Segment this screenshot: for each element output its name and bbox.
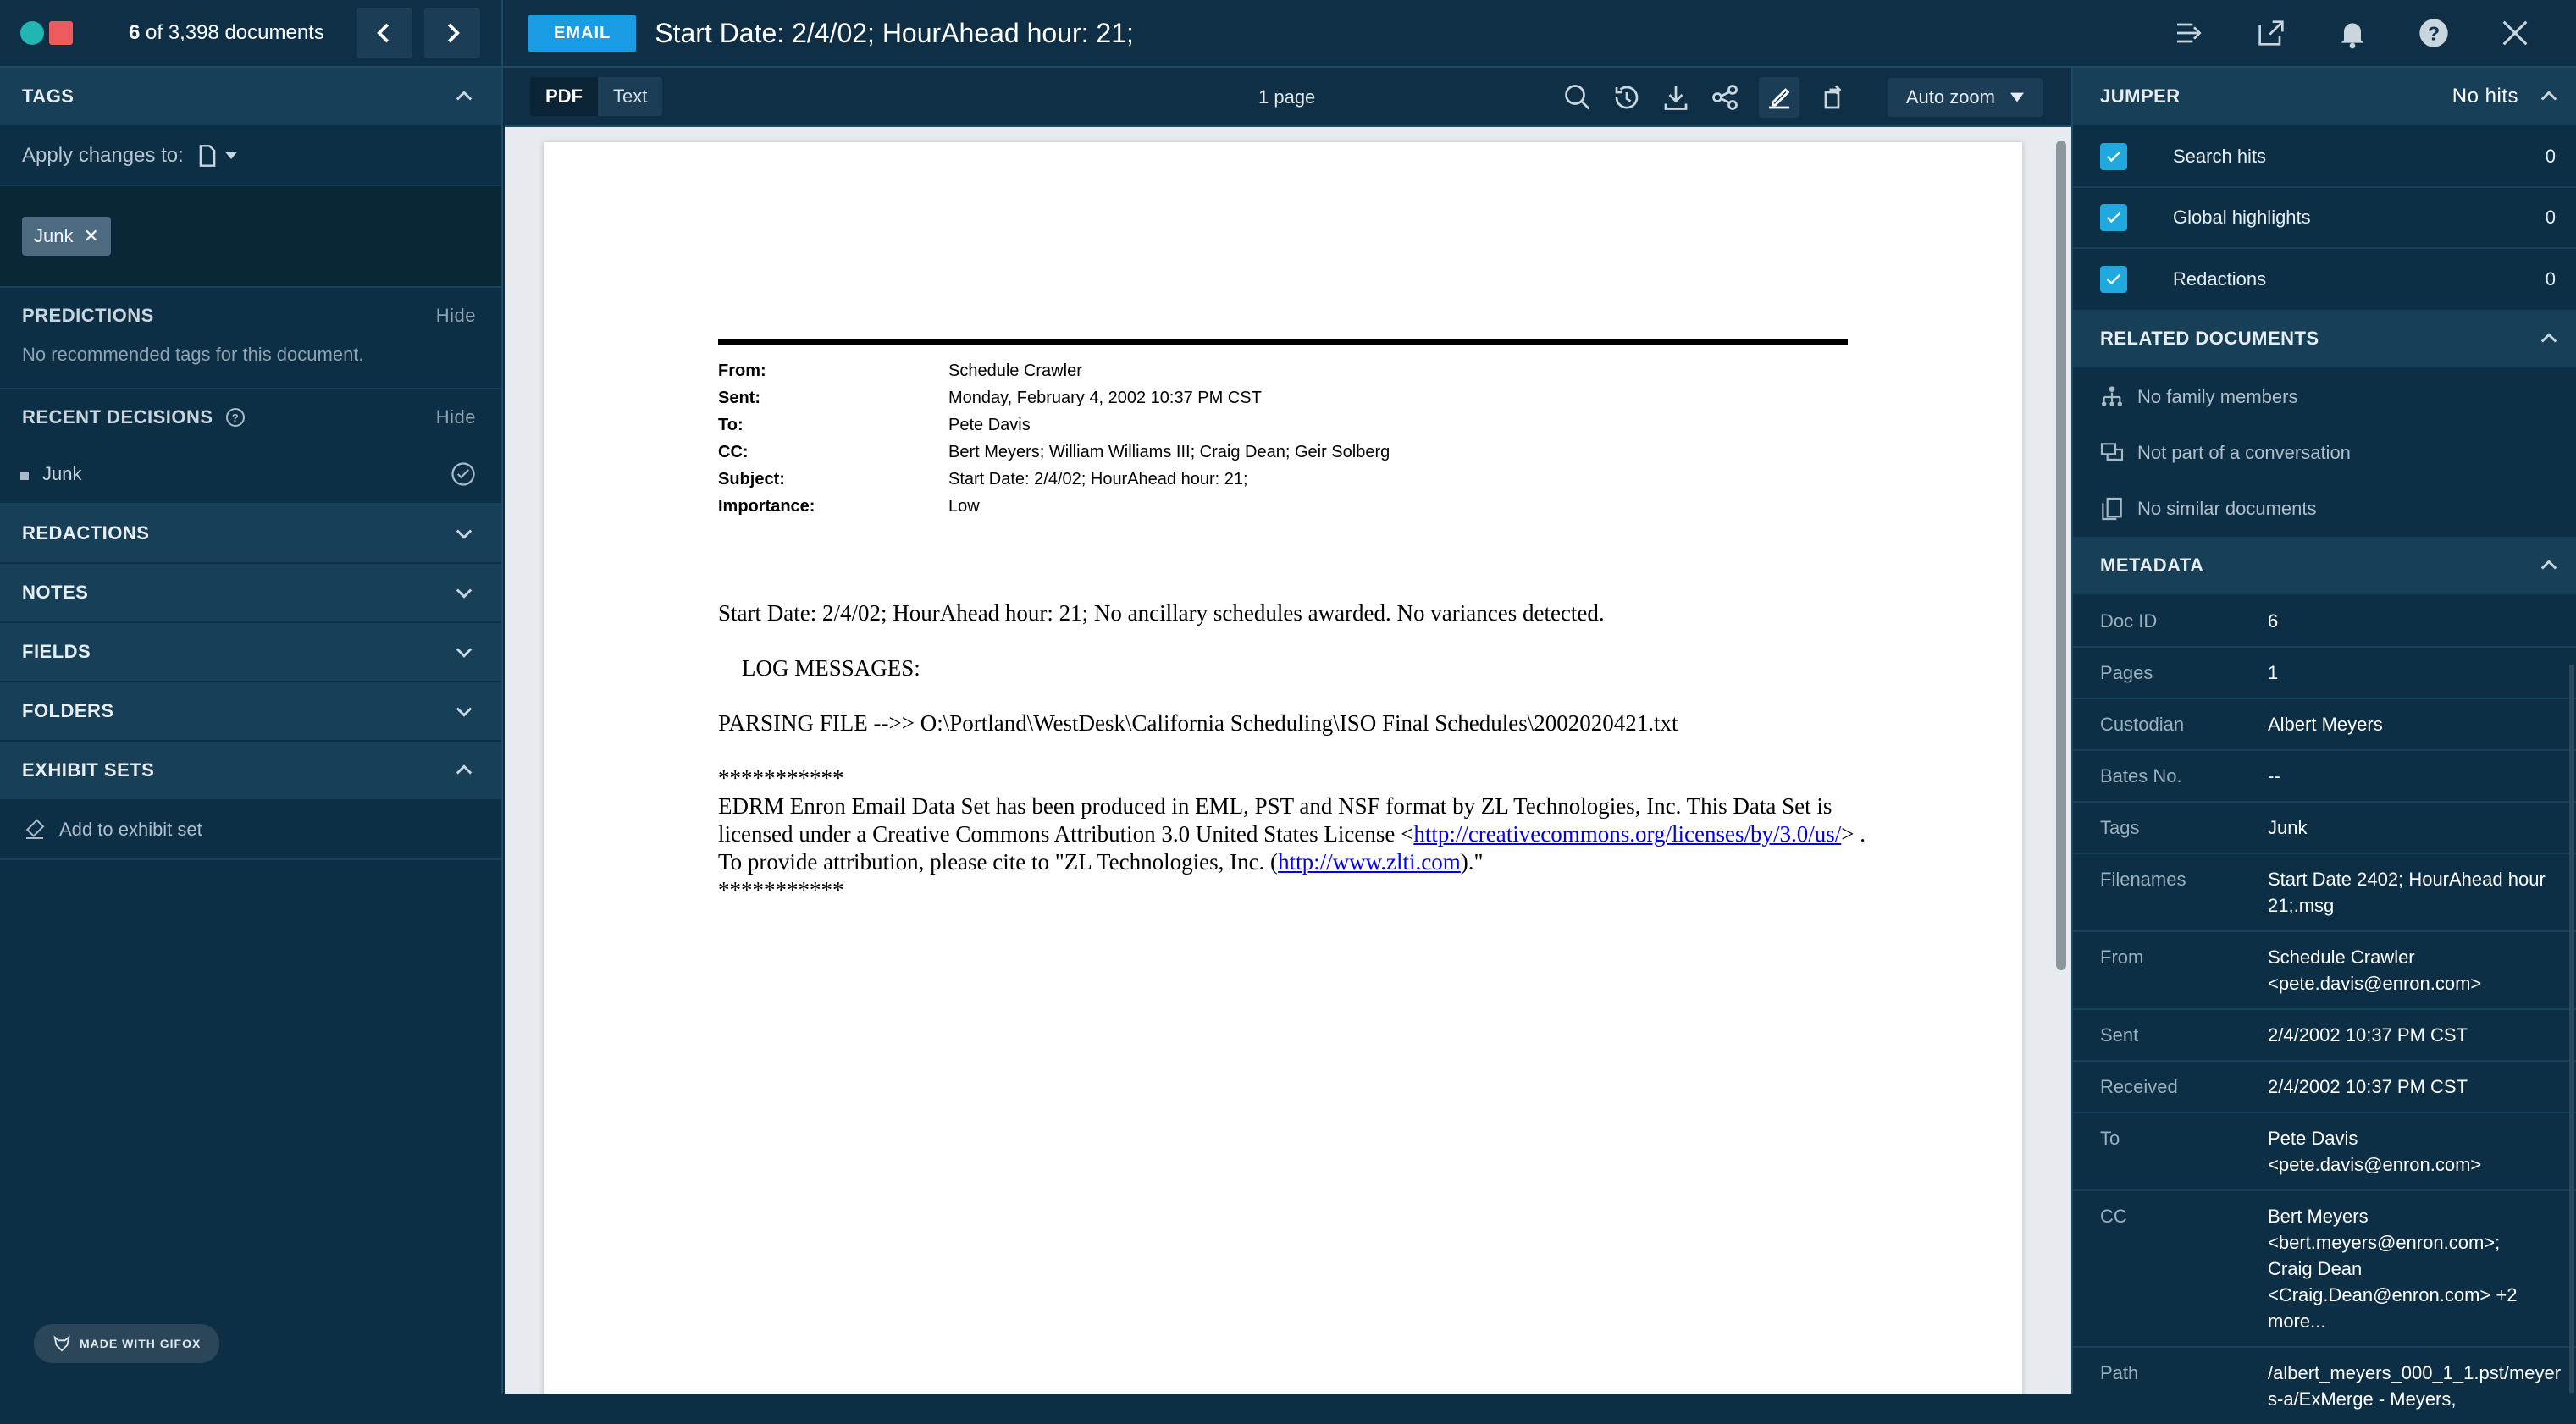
email-field-to: To: Pete Davis [718, 416, 1031, 434]
metadata-row: From Schedule Crawler <pete.davis@enron.com> [2073, 932, 2576, 1010]
related-documents-header[interactable]: RELATED DOCUMENTS [2073, 310, 2576, 369]
metadata-row: Path /albert_meyers_000_1_1.pst/meyers-a/ExMerge - Meyers, [2100, 1362, 2562, 1410]
external-open-icon[interactable] [2254, 16, 2288, 50]
email-field-sent: Sent: Monday, February 4, 2002 10:37 PM CST [718, 389, 1262, 407]
chevron-down-icon [452, 581, 476, 604]
metadata-header[interactable]: METADATA [2073, 537, 2576, 596]
metadata-row: Bates No. -- [2073, 751, 2576, 803]
related-similar: No similar documents [2073, 481, 2576, 537]
metadata-table [2073, 596, 2576, 1424]
viewer-actions [1562, 68, 2043, 127]
tab-text[interactable]: Text [613, 86, 648, 107]
viewer-toolbar [505, 68, 2071, 127]
chevron-right-icon [439, 20, 465, 46]
top-actions [2173, 16, 2576, 50]
check-circle-icon[interactable] [451, 461, 476, 487]
email-field-cc: CC: Bert Meyers; William Williams III; Craig Dean; Geir Solberg [718, 443, 1390, 461]
status-square-icon [49, 21, 73, 45]
document-heading [503, 15, 2173, 52]
metadata-row: Filenames Start Date 2402; HourAhead hour 21;.msg [2073, 854, 2576, 932]
share-icon[interactable] [1710, 82, 1740, 113]
doc-type-badge: EMAIL [528, 15, 636, 52]
download-icon[interactable] [1661, 82, 1691, 113]
redactions-section-header[interactable]: REDACTIONS [0, 505, 501, 564]
svg-text:?: ? [2427, 22, 2441, 45]
hierarchy-icon [2098, 384, 2125, 411]
apply-changes-row: Apply changes to: [0, 127, 501, 186]
folders-section-header[interactable]: FOLDERS [0, 682, 501, 742]
chevron-left-icon [372, 20, 397, 46]
chevron-down-icon [452, 640, 476, 664]
remove-tag-icon[interactable]: ✕ [83, 225, 99, 246]
fox-logo-icon [53, 1334, 71, 1353]
svg-text:?: ? [231, 411, 239, 424]
jumper-redactions[interactable]: Redactions 0 [2073, 249, 2576, 310]
email-field-subject: Subject: Start Date: 2/4/02; HourAhead hour: 21; [718, 470, 1248, 488]
metadata-scrollbar[interactable] [2569, 665, 2574, 1393]
metadata-row: CC Bert Meyers <bert.meyers@enron.com>; Craig Dean <Craig.Dean@enron.com> +2 more... [2073, 1191, 2576, 1348]
email-body [718, 599, 1870, 904]
history-icon[interactable] [1611, 82, 1642, 113]
jumper-search-hits[interactable]: Search hits 0 [2073, 127, 2576, 188]
email-field-importance: Importance: Low [718, 497, 980, 516]
help-circle-icon[interactable] [225, 407, 246, 428]
page-count: 1 page [1258, 86, 1316, 108]
next-document-button[interactable] [424, 8, 480, 58]
status-dot-icon [20, 21, 44, 45]
jumper-status: No hits [2452, 85, 2518, 108]
stamp-icon [22, 817, 47, 842]
jumper-header[interactable]: JUMPER No hits [2073, 68, 2576, 127]
right-panel [2071, 68, 2576, 1410]
zoom-select[interactable]: Auto zoom [1888, 78, 2043, 117]
jumper-global-highlights[interactable]: Global highlights 0 [2073, 188, 2576, 249]
related-family: No family members [2073, 369, 2576, 425]
tab-pdf[interactable]: PDF [530, 77, 598, 116]
chevron-up-icon [452, 759, 476, 782]
viewer-scrollbar[interactable] [2056, 141, 2066, 970]
zlti-link[interactable]: http://www.zlti.com [1278, 849, 1461, 875]
similar-docs-icon [2098, 495, 2125, 522]
recent-decisions-header: RECENT DECISIONS ? Hide [22, 406, 476, 428]
chevron-down-icon [452, 522, 476, 545]
predictions-hide-button[interactable]: Hide [435, 305, 476, 326]
close-icon[interactable] [2498, 16, 2532, 50]
tag-chip[interactable]: Junk ✕ [22, 217, 111, 256]
related-conversation: Not part of a conversation [2073, 425, 2576, 481]
applied-tags-area[interactable] [0, 186, 501, 288]
search-icon[interactable] [1562, 82, 1593, 113]
left-panel [0, 68, 503, 1394]
license-paragraph: EDRM Enron Email Data Set has been produced in EML, PST and NSF format by ZL Technologies, Inc. This Data Set is licensed under a Creative Commons Attribution 3.0 United States License <http://creativecommons.org/licenses/by/3.0/us/> . To provide attribution, please cite to "ZL Technologies, Inc. (http://www.zlti.com)." [718, 793, 1866, 875]
chevron-up-icon [452, 85, 476, 108]
doc-counter: 6 of 3,398 documents [129, 21, 324, 44]
fields-section-header[interactable]: FIELDS [0, 623, 501, 682]
metadata-row: Doc ID 6 [2073, 596, 2576, 648]
stars-line: *********** [718, 877, 844, 902]
chevron-down-icon [452, 699, 476, 723]
checkbox-checked-icon[interactable] [2100, 143, 2127, 170]
metadata-row: Pages 1 [2073, 648, 2576, 699]
recent-decision-item[interactable]: Junk [0, 445, 501, 505]
document-scope-icon[interactable] [197, 144, 218, 168]
chevron-up-icon [2537, 327, 2561, 350]
highlight-tool-button[interactable] [1759, 77, 1799, 118]
metadata-row: Received 2/4/2002 10:37 PM CST [2073, 1062, 2576, 1113]
collapse-panel-icon[interactable] [2173, 16, 2207, 50]
prev-document-button[interactable] [357, 8, 412, 58]
doc-navigation [0, 0, 503, 67]
email-header-table [718, 357, 1390, 520]
bell-icon[interactable] [2336, 16, 2369, 50]
body-line: Start Date: 2/4/02; HourAhead hour: 21; No ancillary schedules awarded. No variances detected. [718, 600, 1605, 626]
predictions-message: No recommended tags for this document. [0, 344, 501, 389]
stars-line: *********** [718, 765, 844, 791]
caret-down-icon [2010, 92, 2024, 102]
email-field-from: From: Schedule Crawler [718, 362, 1082, 380]
checkbox-checked-icon[interactable] [2100, 204, 2127, 231]
metadata-row: Sent 2/4/2002 10:37 PM CST [2073, 1010, 2576, 1062]
predictions-header: PREDICTIONS Hide [22, 305, 476, 326]
metadata-row: Tags Junk [2073, 803, 2576, 854]
highlighter-icon [1764, 82, 1794, 113]
caret-down-icon[interactable] [224, 144, 238, 168]
exhibit-sets-section-header[interactable]: EXHIBIT SETS [0, 742, 501, 801]
conversation-icon [2098, 439, 2125, 466]
gifox-watermark: MADE WITH GIFOX [34, 1324, 219, 1363]
chevron-up-icon [2537, 554, 2561, 577]
notes-section-header[interactable]: NOTES [0, 564, 501, 623]
header-rule [718, 339, 1848, 345]
question-icon[interactable] [2417, 16, 2451, 50]
chevron-up-icon [2537, 85, 2561, 108]
body-line: LOG MESSAGES: [742, 655, 920, 681]
recent-decisions-hide-button[interactable]: Hide [435, 406, 476, 428]
document-viewer [505, 68, 2071, 1394]
view-mode-toggle [530, 77, 662, 116]
metadata-row: Custodian Albert Meyers [2073, 699, 2576, 751]
add-to-exhibit-set-button[interactable]: Add to exhibit set [0, 801, 501, 860]
bullet-icon [20, 472, 29, 480]
document-title: Start Date: 2/4/02; HourAhead hour: 21; [655, 17, 1134, 48]
pdf-page [544, 142, 2022, 1394]
checkbox-checked-icon[interactable] [2100, 266, 2127, 293]
tags-section-header[interactable]: TAGS [0, 68, 501, 127]
metadata-row: To Pete Davis <pete.davis@enron.com> [2073, 1113, 2576, 1191]
license-link[interactable]: http://creativecommons.org/licenses/by/3.0/us/ [1413, 821, 1842, 847]
pdf-canvas[interactable] [505, 129, 2071, 1394]
body-line: PARSING FILE -->> O:\Portland\WestDesk\California Scheduling\ISO Final Schedules\2002020421.txt [718, 710, 1678, 736]
top-bar [0, 0, 2576, 68]
rotate-icon[interactable] [1818, 82, 1849, 113]
